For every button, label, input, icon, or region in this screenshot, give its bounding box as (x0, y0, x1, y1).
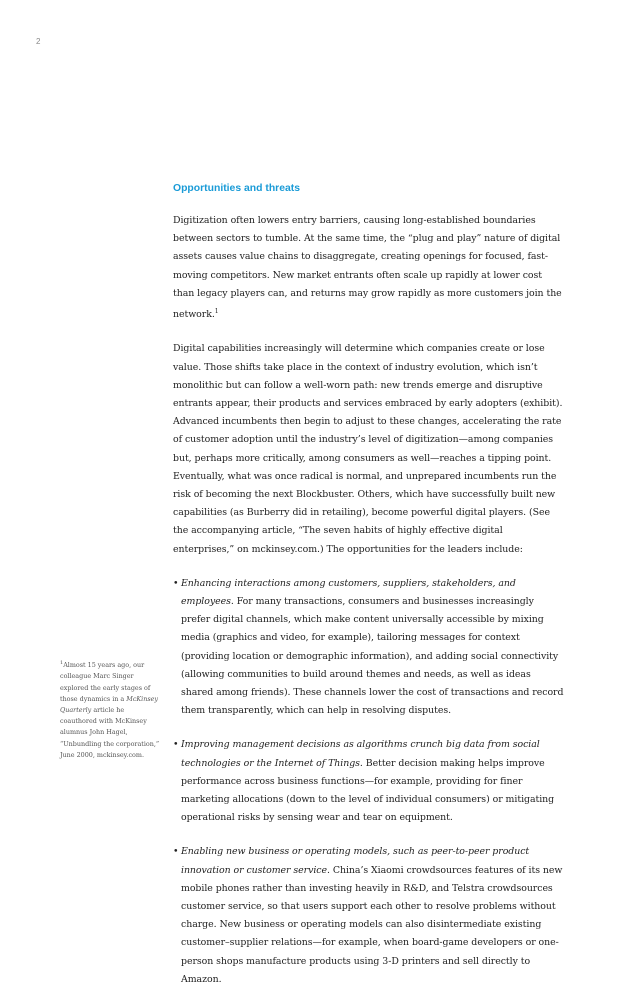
bullet-body: Better decision making helps improve performance across business functions—for example, providing for finer marketing allocations (down to the level of individual consumers) or mitigating operational risks by sensing wear and tear on equipment. (181, 757, 555, 824)
footnote-publication: McKinsey Quarterly (60, 694, 159, 714)
opportunities-list (173, 575, 565, 989)
bullet-marker: • (173, 846, 179, 858)
bullet-marker: • (173, 577, 179, 589)
bullet-lead: Improving management decisions as algorithms crunch big data from social technologies or the Internet of Things. (181, 739, 540, 769)
bullet-lead: Enhancing interactions among customers, suppliers, stakeholders, and employees. (181, 577, 516, 607)
bullet-marker: • (173, 739, 179, 751)
section-heading: Opportunities and threats (173, 183, 301, 194)
bullet-lead: Enabling new business or operating models, such as peer-to-peer product innovation or customer service. (181, 846, 530, 876)
list-item (173, 736, 565, 827)
bullet-body: For many transactions, consumers and businesses increasingly prefer digital channels, which make content universally accessible by mixing media (graphics and video, for example), tailoring messages for context (providing location or demographic information), and adding social connectivity (allowing communities to build around themes and needs, as well as ideas shared among friends). These channels lower the cost of transactions and record them transparently, which can help in resolving disputes. (181, 595, 564, 717)
bullet-body: China’s Xiaomi crowdsources features of its new mobile phones rather than investing heavily in R&D, and Telstra crowdsources customer service, so that users support each other to resolve problems without charge. New business or operating models can also disintermediate existing customer–supplier relations—for example, when board-game developers or one-person shops manufacture products using 3-D printers and sell directly to Amazon. (181, 864, 563, 985)
page-number: 2 (36, 37, 41, 46)
footnote-number: 1 (60, 660, 64, 666)
paragraph-text: Digital capabilities increasingly will determine which companies create or lose value. Those shifts take place in the context of industry evolution, which isn’t monolithic but can follow a well-worn path: new trends emerge and disruptive entrants appear, their products and services embraced by early adopters (exhibit). Advanced incumbents then begin to adjust to these changes, accelerating the rate of customer adoption until the industry’s level of digitization—among companies but, perhaps more critically, among consumers as well—reaches a tipping point. Eventually, what was once radical is normal, and unprepared incumbents run the risk of becoming the next Blockbuster. Others, which have successfully built new capabilities (as Burberry did in retailing), become powerful digital players. (See the accompanying article, “The seven habits of highly effective digital enterprises,” on mckinsey.com.) The opportunities for the leaders include: (173, 343, 563, 555)
list-item (173, 575, 565, 721)
footnote-reference[interactable]: 1 (214, 308, 219, 316)
paragraph (173, 340, 565, 558)
footnote (60, 658, 160, 761)
footnote-text-after: article he coauthored with McKinsey alumnus John Hagel, “Unbundling the corporation,” June 2000, mckinsey.com. (60, 705, 160, 759)
article-body (173, 183, 565, 1005)
list-item (173, 843, 565, 989)
paragraph-text: Digitization often lowers entry barriers, causing long-established boundaries between sectors to tumble. At the same time, the “plug and play” nature of digital assets causes value chains to disaggregate, creating openings for focused, fast-moving competitors. New market entrants often scale up rapidly at lower cost than legacy players can, and returns may grow rapidly as more customers join the network. (173, 215, 562, 321)
footnote-text-before: Almost 15 years ago, our colleague Marc Singer explored the early stages of those dynamics in a (60, 661, 151, 703)
paragraph (173, 212, 565, 324)
